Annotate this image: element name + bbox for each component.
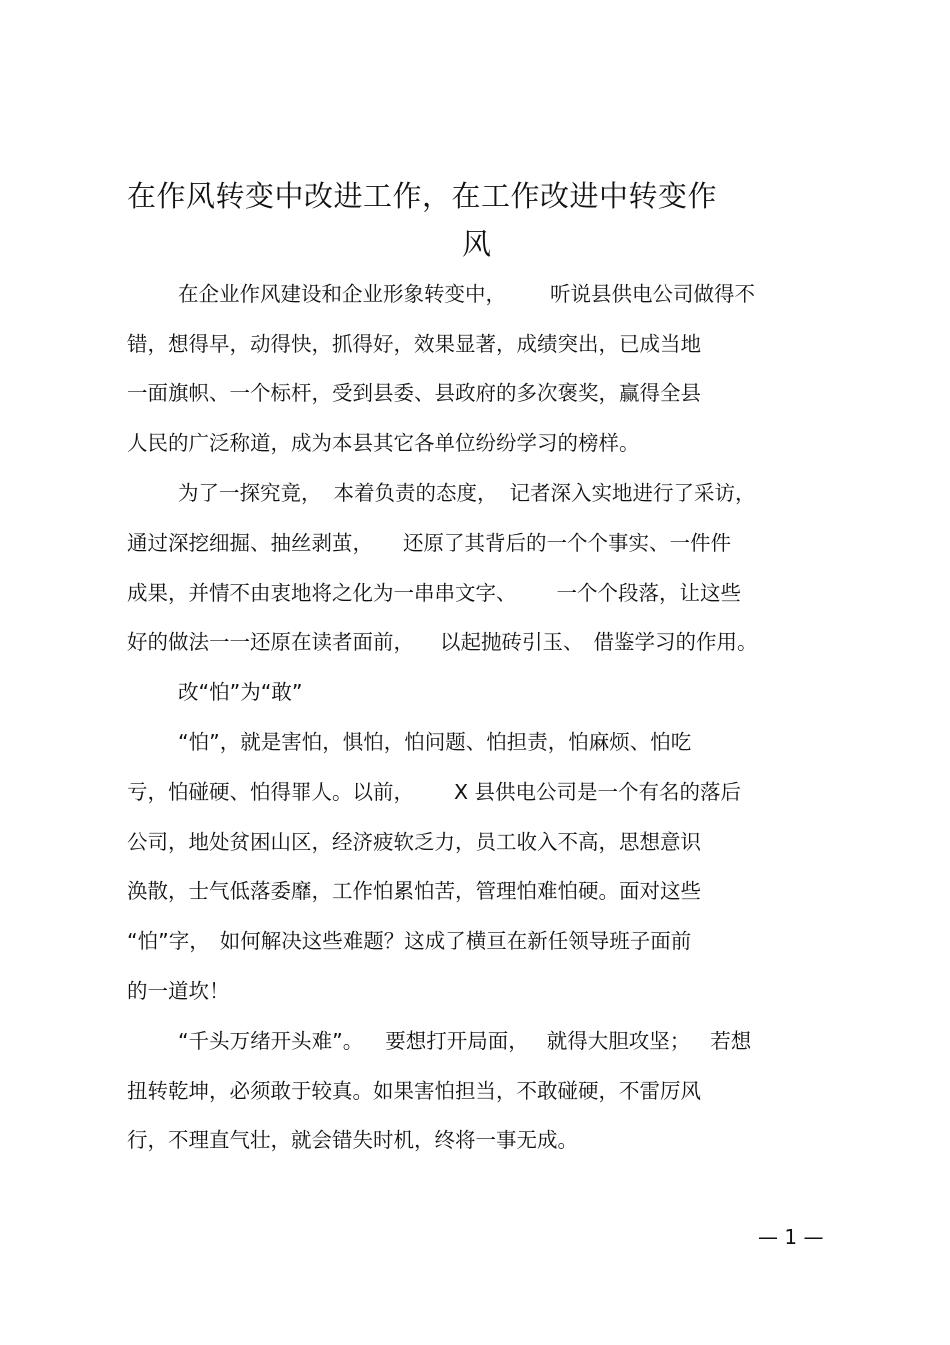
- paragraph-3-line-6: 的一道坎！: [127, 979, 230, 1003]
- paragraph-4-line-3: 行，不理直气壮，就会错失时机，终将一事无成。: [127, 1128, 578, 1152]
- paragraph-2-line-4: [127, 627, 758, 657]
- text-segment: 在企业作风建设和企业形象转变中，: [178, 282, 506, 306]
- text-segment: 一个个段落，让这些: [556, 581, 741, 605]
- paragraph-3-line-3: 公司，地处贫困山区，经济疲软乏力，员工收入不高，思想意识: [127, 830, 701, 854]
- page-number: — 1 —: [758, 1225, 824, 1249]
- paragraph-2-line-3: [127, 578, 741, 608]
- text-segment: X 县供电公司是一个有名的落后: [454, 780, 742, 804]
- text-segment: 为了一探究竟，: [178, 481, 322, 505]
- text-segment: 就得大胆攻坚；: [546, 1029, 691, 1053]
- text-segment: 要想打开局面，: [385, 1029, 529, 1053]
- section-heading: 改“怕”为“敢”: [178, 680, 303, 704]
- text-segment: 亏，怕碰硬、怕得罪人。以前，: [127, 780, 414, 804]
- paragraph-1-line-3: 一面旗帜、一个标杆，受到县委、县政府的多次褒奖，赢得全县: [127, 381, 701, 405]
- paragraph-2-line-2: [127, 528, 731, 558]
- text-segment: “怕”字，: [127, 929, 210, 953]
- paragraph-3-line-4: 涣散，士气低落委靡，工作怕累怕苦，管理怕难怕硬。面对这些: [127, 879, 701, 903]
- text-segment: 成果，并情不由衷地将之化为一串串文字、: [127, 581, 517, 605]
- paragraph-3-line-5: [127, 926, 691, 956]
- text-segment: 听说县供电公司做得不: [550, 282, 755, 306]
- paragraph-1-line-2: 错，想得早，动得快，抓得好，效果显著，成绩突出，已成当地: [127, 332, 701, 356]
- document-title-line-2: 风: [462, 227, 492, 261]
- paragraph-4-line-1: [178, 1026, 751, 1056]
- paragraph-3-line-1: “怕”，就是害怕，惧怕，怕问题、怕担责，怕麻烦、怕吃: [178, 730, 692, 754]
- paragraph-4-line-2: 扭转乾坤，必须敢于较真。如果害怕担当，不敢碰硬，不雷厉风: [127, 1079, 701, 1103]
- text-segment: 以起抛砖引玉、: [440, 630, 584, 654]
- text-segment: 好的做法一一还原在读者面前，: [127, 630, 414, 654]
- text-segment: 还原了其背后的一个个事实、一件件: [403, 531, 731, 555]
- text-segment: “千头万绪开头难”。: [178, 1029, 364, 1053]
- text-segment: 借鉴学习的作用。: [593, 630, 758, 654]
- paragraph-1-line-4: 人民的广泛称道，成为本县其它各单位纷纷学习的榜样。: [127, 431, 640, 455]
- text-segment: 本着负责的态度，: [333, 481, 498, 505]
- text-segment: 若想: [710, 1029, 752, 1053]
- paragraph-2-line-1: [178, 478, 756, 508]
- text-segment: 通过深挖细掘、抽丝剥茧，: [127, 531, 373, 555]
- paragraph-3-line-2: [127, 777, 741, 807]
- document-title-line-1: 在作风转变中改进工作，在工作改进中转变作: [127, 179, 718, 213]
- text-segment: 如何解决这些难题？这成了横亘在新任领导班子面前: [219, 929, 692, 953]
- paragraph-1-line-1: [178, 279, 755, 309]
- text-segment: 记者深入实地进行了采访，: [509, 481, 756, 505]
